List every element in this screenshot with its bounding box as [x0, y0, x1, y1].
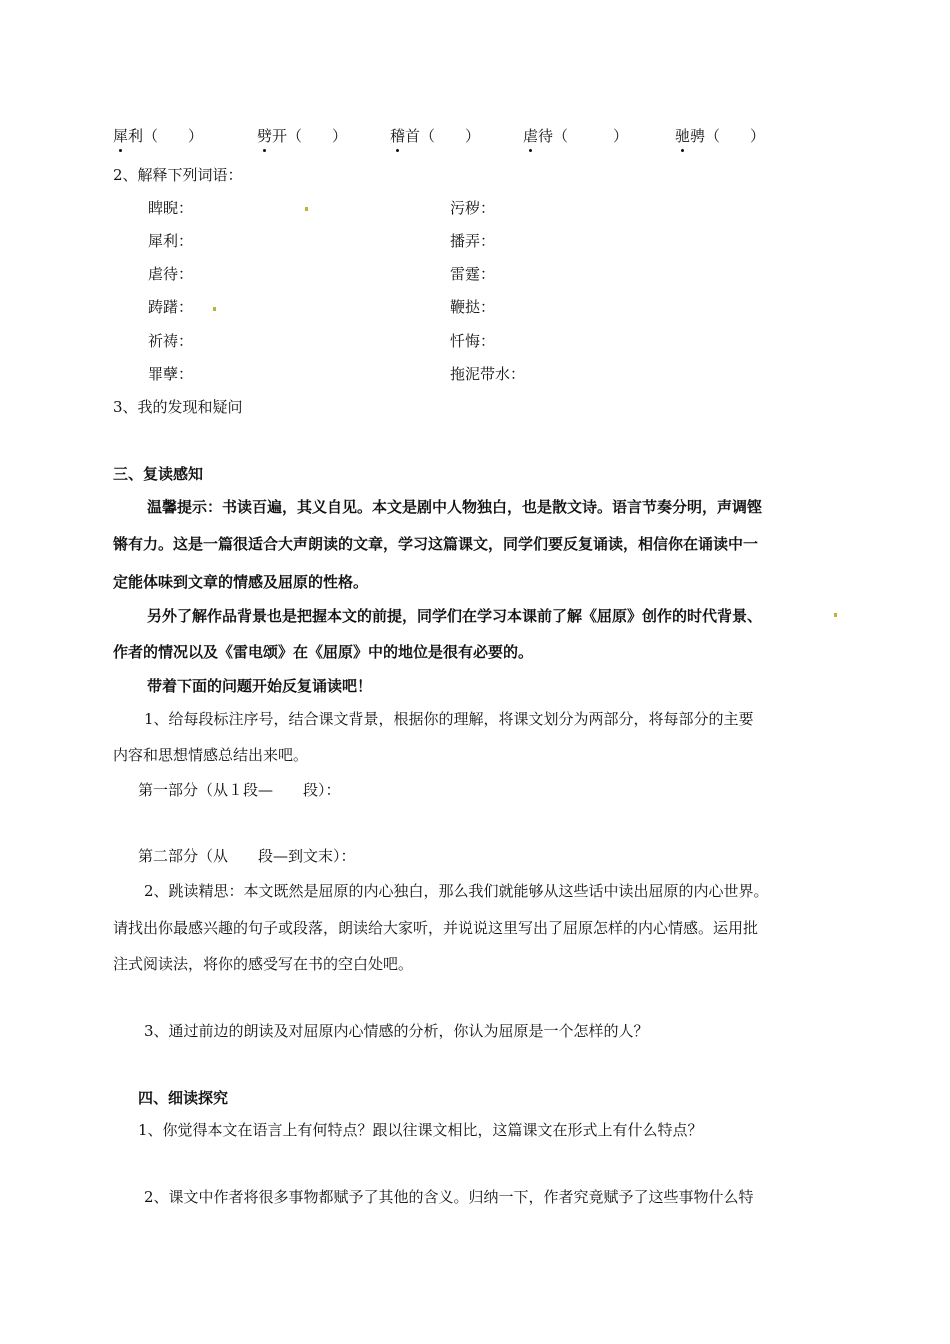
- question-2: 2、课文中作者将很多事物都赋予了其他的含义。归纳一下，作者究竟赋予了这些事物什么特: [144, 1188, 754, 1206]
- tip-paragraph: 温馨提示：书读百遍，其义自见。本文是剧中人物独白，也是散文诗。语言节奏分明，声调铿: [147, 498, 763, 516]
- answer-blank[interactable]: （ ）: [143, 127, 204, 145]
- section-3-heading: 三、复读感知: [113, 465, 204, 483]
- pinyin-item: 驰骋（ ）: [675, 127, 766, 145]
- answer-blank[interactable]: （ ）: [553, 127, 629, 145]
- pinyin-item: 虐待（ ）: [523, 127, 629, 145]
- term-right: 雷霆：: [450, 265, 496, 283]
- term-right: 播弄：: [450, 232, 496, 250]
- question-3: 3、通过前边的朗读及对屈原内心情感的分析，你认为屈原是一个怎样的人？: [144, 1022, 649, 1040]
- answer-blank[interactable]: （ ）: [287, 127, 348, 145]
- pinyin-item: 劈开（ ）: [257, 127, 348, 145]
- part-2-prompt: 第二部分（从 段—到文末）：: [138, 847, 356, 865]
- term-right: 拖泥带水：: [450, 365, 526, 383]
- answer-blank[interactable]: （ ）: [705, 127, 766, 145]
- dotted-char: 劈: [257, 127, 273, 145]
- section-4-heading: 四、细读探究: [138, 1089, 229, 1107]
- term-right: 污秽：: [450, 199, 496, 217]
- tip-paragraph: 锵有力。这是一篇很适合大声朗读的文章，学习这篇课文，同学们要反复诵读，相信你在诵读中一: [113, 535, 759, 553]
- term-left: 罪孽：: [148, 365, 194, 383]
- term-left: 祈祷：: [148, 332, 194, 350]
- pinyin-item: 犀利（ ）: [113, 127, 204, 145]
- dotted-char: 虐: [523, 127, 539, 145]
- dotted-char: 驰: [675, 127, 691, 145]
- question-2: 2、跳读精思：本文既然是屈原的内心独白，那么我们就能够从这些话中读出屈原的内心世界。: [144, 882, 769, 900]
- pinyin-item: 稽首（ ）: [390, 127, 481, 145]
- part-1-prompt: 第一部分（从１段— 段）：: [138, 781, 341, 799]
- background-paragraph: 作者的情况以及《雷电颂》在《屈原》中的地位是很有必要的。: [113, 643, 534, 661]
- question-1: 内容和思想情感总结出来吧。: [113, 746, 309, 764]
- reading-prompt: 带着下面的问题开始反复诵读吧！: [147, 677, 373, 695]
- speck-mark: [834, 613, 837, 617]
- term-right: 鞭挞：: [450, 298, 496, 316]
- background-paragraph: 另外了解作品背景也是把握本文的前提，同学们在学习本课前了解《屈原》创作的时代背景、: [147, 607, 763, 625]
- term-left: 睥睨：: [148, 199, 194, 217]
- question-1: 1、你觉得本文在语言上有何特点？跟以往课文相比，这篇课文在形式上有什么特点？: [138, 1121, 703, 1139]
- term-left: 虐待：: [148, 265, 194, 283]
- speck-mark: [305, 207, 308, 211]
- question-2-title: 2、解释下列词语：: [113, 166, 243, 184]
- term-right: 忏悔：: [450, 332, 496, 350]
- tip-paragraph: 定能体味到文章的情感及屈原的性格。: [113, 573, 369, 591]
- term-left: 犀利：: [148, 232, 194, 250]
- answer-blank[interactable]: （ ）: [420, 127, 481, 145]
- question-2: 注式阅读法，将你的感受写在书的空白处吧。: [113, 955, 414, 973]
- term-left: 踌躇：: [148, 298, 194, 316]
- question-3-title: 3、我的发现和疑问: [113, 398, 243, 416]
- question-2: 请找出你最感兴趣的句子或段落，朗读给大家听，并说说这里写出了屈原怎样的内心情感。运用批: [113, 919, 759, 937]
- speck-mark: [213, 307, 216, 311]
- dotted-char: 稽: [390, 127, 406, 145]
- question-1: 1、给每段标注序号，结合课文背景，根据你的理解，将课文划分为两部分，将每部分的主要: [144, 710, 754, 728]
- dotted-char: 犀: [113, 127, 129, 145]
